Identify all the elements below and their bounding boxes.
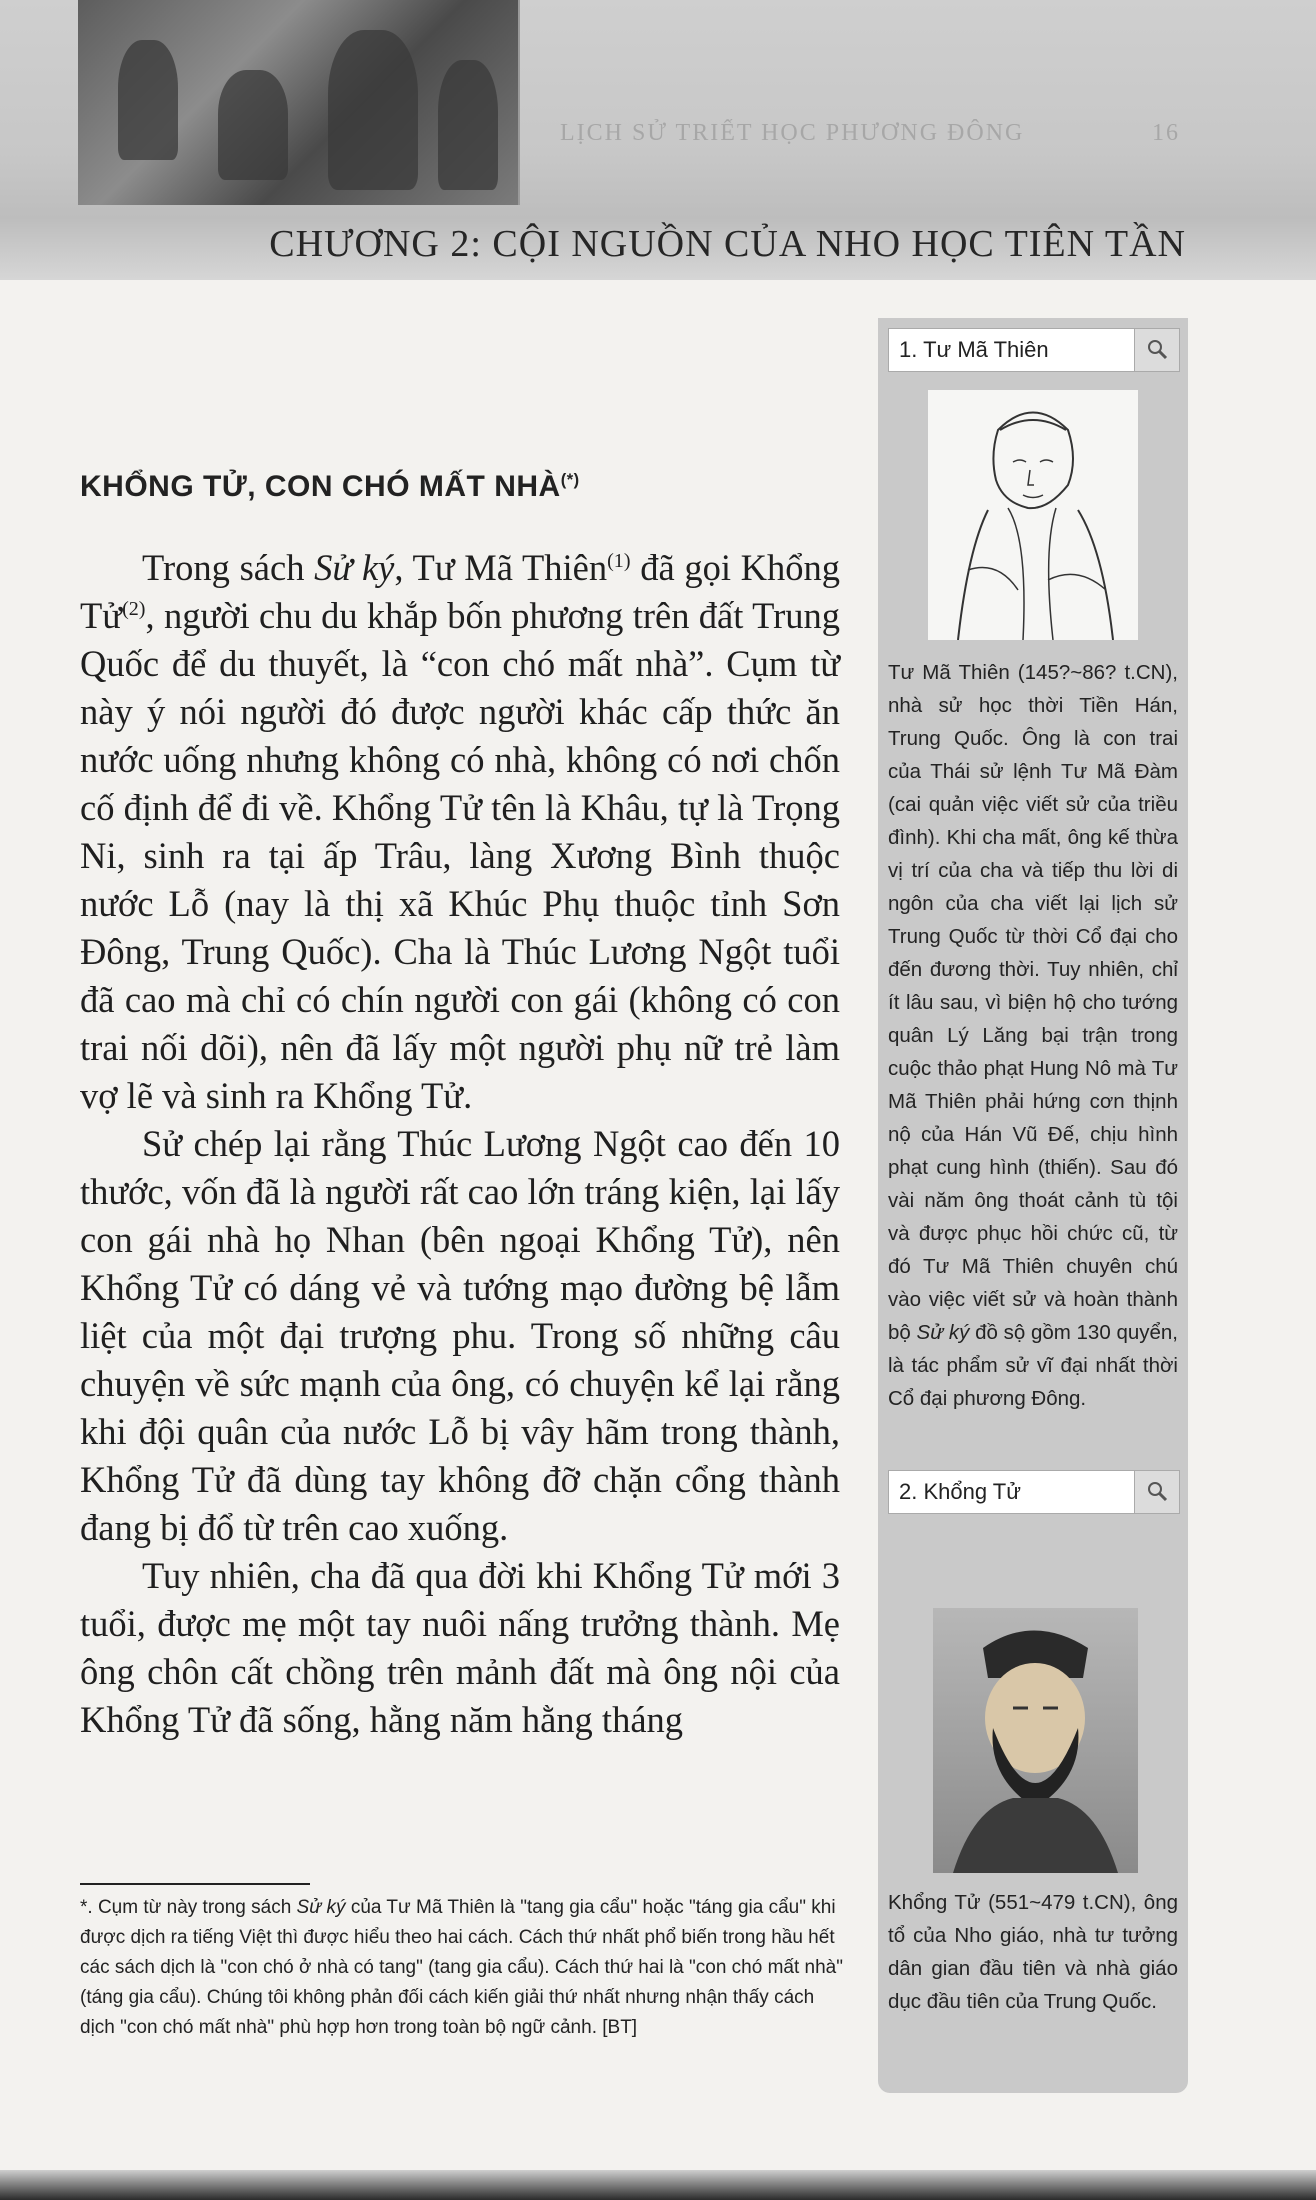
portrait-khong-tu	[933, 1608, 1138, 1873]
book-title-su-ky: Sử ký	[314, 547, 395, 588]
sidebar-reference-1: (1)	[607, 549, 631, 572]
magnifier-icon	[1134, 1471, 1179, 1513]
note-label-1: 1. Tư Mã Thiên	[899, 337, 1049, 362]
caption-khong-tu: Khổng Tử (551~479 t.CN), ông tổ của Nho giáo, nhà tư tưởng dân gian đầu tiên và nhà giáo dục đầu tiên của Trung Quốc.	[888, 1891, 1178, 2013]
note-label-box-2	[888, 1470, 1180, 1514]
paragraph-1-text-d: , người chu du khắp bốn phương trên đất Trung Quốc để du thuyết, là “con chó mất nhà”. Cụm từ này ý nói người đó được người khác cấp thức ăn nước uống nhưng không có nhà, không có nơi chốn cố định để đi về. Khổng Tử tên là Khâu, tự là Trọng Ni, sinh ra tại ấp Trâu, làng Xương Bình thuộc nước Lỗ (nay là thị xã Khúc Phụ thuộc tỉnh Sơn Đông, Trung Quốc). Cha là Thúc Lương Ngột tuổi đã cao mà chỉ có chín người con gái (không có con trai nối dõi), nên đã lấy một người phụ nữ trẻ làm vợ lẽ và sinh ra Khổng Tử.	[80, 595, 840, 1116]
footnote-rule	[80, 1883, 310, 1885]
paragraph-1-text-c: đã gọi Khổng Tử	[80, 547, 841, 636]
footnote-text-b: của Tư Mã Thiên là "tang gia cẩu" hoặc "táng gia cẩu" khi được dịch ra tiếng Việt thì được hiểu theo hai cách. Cách thứ nhất phổ biến trong hầu hết các sách dịch là "con chó ở nhà có tang" (tang gia cẩu). Cách thứ hai là "con chó mất nhà" (táng gia cẩu). Chúng tôi không phản đối cách kiến giải thứ nhất nhưng nhận thấy cách dịch "con chó mất nhà" phù hợp hơn trong toàn bộ ngữ cảnh. [BT]	[80, 1897, 843, 2038]
section-title	[80, 470, 840, 504]
running-head-title: LỊCH SỬ TRIẾT HỌC PHƯƠNG ĐÔNG	[560, 120, 1025, 146]
main-text-column	[80, 470, 840, 1744]
caption-1-book-title: Sử ký	[916, 1321, 970, 1344]
footnote-mark: (*)	[560, 471, 580, 489]
portrait-tu-ma-thien	[928, 390, 1138, 640]
caption-tu-ma-thien	[888, 656, 1178, 1415]
chapter-header-band	[0, 0, 1316, 280]
paragraph-1	[80, 544, 840, 1120]
note-label-box-1	[888, 328, 1180, 372]
note-label-2: 2. Khổng Tử	[899, 1479, 1021, 1504]
magnifier-icon	[1134, 329, 1179, 371]
chapter-title: CHƯƠNG 2: CỘI NGUỒN CỦA NHO HỌC TIÊN TẦN	[269, 223, 1186, 265]
sidebar-reference-2: (2)	[122, 597, 146, 620]
footnote-text-a: *. Cụm từ này trong sách	[80, 1897, 297, 1918]
paragraph-1-text-a: Trong sách	[142, 547, 315, 588]
page-number: 16	[1152, 120, 1180, 146]
paragraph-2: Sử chép lại rằng Thúc Lương Ngột cao đến 10 thước, vốn đã là người rất cao lớn tráng kiện, lại lấy con gái nhà họ Nhan (bên ngoại Khổng Tử), nên Khổng Tử có dáng vẻ và tướng mạo đường bệ lẫm liệt của một đại trượng phu. Trong số những câu chuyện về sức mạnh của ông, có chuyện kể lại rằng khi đội quân của nước Lỗ bị vây hãm trong thành, Khổng Tử đã dùng tay không đỡ chặn cổng thành đang bị đổ từ trên cao xuống.	[80, 1123, 840, 1548]
footnote-book-title: Sử ký	[296, 1897, 346, 1918]
caption-1-text-b: đồ sộ gồm 130 quyển, là tác phẩm sử vĩ đại nhất thời Cổ đại phương Đông.	[888, 1321, 1178, 1410]
header-painting-image	[78, 0, 520, 205]
caption-1-text-a: Tư Mã Thiên (145?~86? t.CN), nhà sử học thời Tiền Hán, Trung Quốc. Ông là con trai của Thái sử lệnh Tư Mã Đàm (cai quản việc viết sử của triều đình). Khi cha mất, ông kế thừa vị trí của cha và tiếp thu lời di ngôn của cha viết lại lịch sử Trung Quốc từ thời Cổ đại cho đến đương thời. Tuy nhiên, chỉ ít lâu sau, vì biện hộ cho tướng quân Lý Lăng bại trận trong cuộc thảo phạt Hung Nô mà Tư Mã Thiên phải hứng cơn thịnh nộ của Hán Vũ Đế, chịu hình phạt cung hình (thiến). Sau đó vài năm ông thoát cảnh tù tội và được phục hồi chức cũ, từ đó Tư Mã Thiên chuyên chú vào việc viết sử và hoàn thành bộ	[888, 661, 1178, 1344]
page-bottom-edge	[0, 2170, 1316, 2200]
running-head	[560, 120, 1180, 160]
section-title-text: KHỔNG TỬ, CON CHÓ MẤT NHÀ	[80, 470, 561, 503]
paragraph-1-text-b: , Tư Mã Thiên	[394, 547, 608, 588]
sidebar-notes	[878, 318, 1188, 2093]
footnote	[80, 1893, 844, 2043]
paragraph-3: Tuy nhiên, cha đã qua đời khi Khổng Tử mới 3 tuổi, được mẹ một tay nuôi nấng trưởng thành. Mẹ ông chôn cất chồng trên mảnh đất mà ông nội của Khổng Tử đã sống, hằng năm hằng tháng	[80, 1555, 840, 1740]
